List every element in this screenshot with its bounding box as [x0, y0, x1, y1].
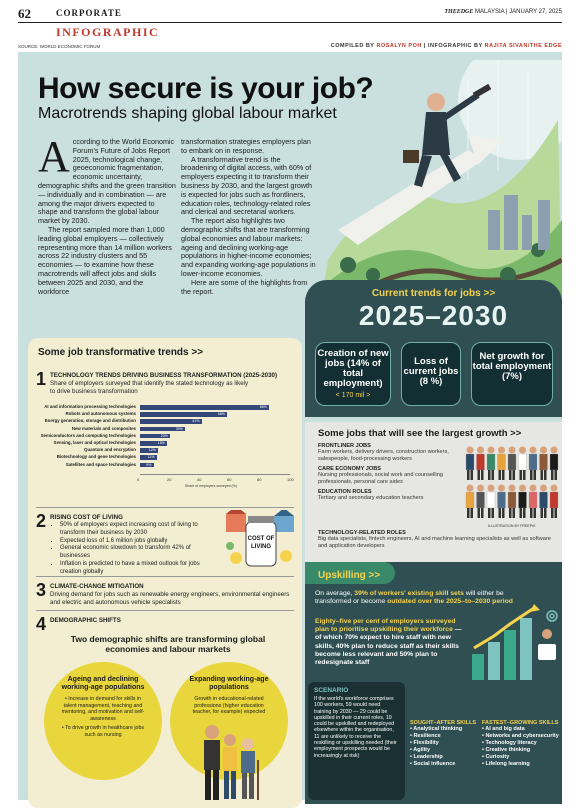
trend-3-number: 3 [36, 580, 47, 600]
chart-category-label: Biotechnology and gene technologies [56, 454, 136, 460]
net-growth-box [471, 342, 553, 406]
upskilling-heading: Upskilling >> [318, 570, 381, 581]
page-title: How secure is your job? [38, 72, 374, 105]
trend-3-desc: Driving demand for jobs such as renewable energy engineers, environmental engineers and electric and autonomous vehicle specialists [50, 591, 290, 606]
page-number: 62 [18, 6, 31, 21]
job-loss-text: Loss of current jobs (8 %) [403, 356, 459, 387]
sought-after-skills [410, 720, 480, 768]
growth-item-desc: Nursing professionals, social work and counselling professionals, personal care aides [318, 472, 443, 485]
list-item: • Expected loss of 1.6 million jobs globally [60, 538, 200, 546]
chart-bar: 12% [140, 448, 158, 453]
intro-p1: ccording to the World Economic Forum's Future of Jobs Report 2025, technological change, geoeconomic fragmentation, economic uncertainty, demographic shifts and the green transition — individually and in combination — are among the major drivers expected to shape and transform the global labour market by 2030. [38, 137, 176, 226]
cost-of-living-jar-illustration [222, 510, 298, 572]
list-item: • AI and big data [482, 726, 525, 732]
chart-category-label: AI and information processing technologies [44, 404, 136, 409]
chart-category-label: Quantum and encryption [84, 447, 136, 453]
fastest-skills-title: FASTEST–GROWING SKILLS [482, 720, 559, 726]
list-item: • Networks and cybersecurity [482, 733, 559, 739]
chart-x-axis [140, 474, 290, 475]
chart-category-label: Satellites and space technologies [65, 461, 136, 467]
growth-item-desc: Big data specialists, fintech engineers, AI and machine learning specialists as well as software and application developers [318, 536, 551, 549]
trend-3-title: CLIMATE-CHANGE MITIGATION [50, 583, 144, 590]
list-item: • Flexibility [410, 740, 439, 746]
list-item: • Social influence [410, 761, 456, 767]
intro-column-2 [181, 138, 316, 296]
chart-bar: 41% [140, 419, 202, 424]
list-item [318, 489, 458, 502]
chart-bar: 9% [140, 463, 154, 468]
current-trends-years: 2025–2030 [358, 300, 509, 331]
list-item [318, 530, 554, 549]
compiled-name: ROSALYN POH [376, 43, 422, 49]
divider [36, 610, 294, 611]
scenario-title: SCENARIO [314, 687, 349, 694]
chart-x-tick: 80 [257, 476, 262, 482]
trends-heading: Some job transformative trends >> [38, 347, 204, 358]
list-item: • Curiosity [482, 754, 510, 760]
list-item: • Analytical thinking [410, 726, 463, 732]
trend-2-number: 2 [36, 511, 47, 531]
current-trends-panel [305, 280, 562, 417]
stat-highlight: Eighty–five per cent of employers surveyed plan to prioritise upskilling their workforce [315, 618, 456, 634]
list-item: Increase in demand for skills in talent management, teaching and mentoring, and motivation and self-awareness [61, 696, 145, 722]
header-rule [18, 22, 562, 23]
list-item: • Creative thinking [482, 747, 531, 753]
job-growth-list [318, 443, 458, 506]
infographic-name: RAJITA SIVAN/THE EDGE [484, 43, 562, 49]
expanding-title: Expanding working-age populations [189, 676, 269, 691]
list-item: • Inflation is predicted to have a mixed outlook for jobs creation globally [60, 561, 200, 577]
drop-cap: A [38, 132, 70, 181]
trend-1-title: TECHNOLOGY TRENDS DRIVING BUSINESS TRANSFORMATION (2025-2030) [50, 372, 278, 379]
growth-illustration-credit: ILLUSTRATION BY FREEPIK [488, 524, 536, 528]
list-item: • General economic slowdown to transform 42% of businesses [60, 545, 200, 561]
workers-illustration [460, 442, 560, 522]
new-jobs-text: Creation of new jobs (14% of total employment) [317, 348, 389, 389]
trend-2-title: RISING COST OF LIVING [50, 514, 123, 521]
chart-x-tick: 60 [227, 476, 232, 482]
infographic-by-label: | INFOGRAPHIC BY [423, 43, 483, 49]
expanding-desc: Growth in educational-related professions (higher education teacher, for example) expected [192, 696, 266, 716]
chart-category-label: Energy generation, storage and distribution [44, 418, 136, 424]
demographic-heading: Two demographic shifts are transforming global economies and labour markets [70, 634, 266, 654]
compiled-credits [331, 43, 562, 49]
list-item: • 50% of employers expect increasing cost of living to transform their business by 2030 [60, 522, 200, 538]
trend-4-number: 4 [36, 614, 47, 634]
list-item: • Agility [410, 747, 431, 753]
chart-category-label: Semiconductors and computing technologies [40, 432, 136, 438]
fastest-growing-skills [482, 720, 560, 768]
growth-item-desc: Farm workers, delivery drivers, construction workers, salespeople, food-processing workers [318, 449, 449, 462]
page-subtitle: Macrotrends shaping global labour market [38, 105, 337, 122]
sought-skills-list [410, 726, 480, 768]
ageing-title: Ageing and declining working-age populations [61, 676, 145, 691]
growth-item-title: CARE ECONOMY JOBS [318, 466, 381, 473]
chart-x-tick: 0 [137, 476, 140, 482]
growth-item-title: FRONTLINER JOBS [318, 443, 371, 449]
stat-text: On average, [315, 590, 353, 597]
chart-bar: 86% [140, 405, 269, 410]
intro-p3: transformation strategies employers plan to embark on in response. [181, 137, 311, 155]
compiled-by-label: COMPILED BY [330, 43, 375, 49]
technology-trends-chart [30, 405, 300, 505]
publication-brand: THEEDGE [444, 9, 474, 15]
new-jobs-box [315, 342, 391, 406]
chart-x-label: Share of employers surveyed (%) [185, 483, 237, 488]
divider [36, 507, 294, 508]
chart-bar: 58% [140, 412, 227, 417]
ageing-items: • Increase in demand for skills in talent management, teaching and mentoring, and motivation and self-awareness • To drive growth in healthcare jobs such as nursing [61, 696, 145, 738]
intro-p4: A transformative trend is the broadening of digital access, with 60% of employers expecting it to transform their business by 2030, and the largest growth is expected for jobs such as frontliners, education roles, technology-related roles and clerical and secretarial workers. [181, 154, 313, 217]
section-label: CORPORATE [56, 8, 122, 18]
people-illustration [196, 720, 262, 806]
ageing-circle [44, 662, 162, 780]
list-item: To drive growth in healthcare jobs such as nursing [65, 725, 145, 738]
list-item: • Lifelong learning [482, 761, 530, 767]
sought-skills-title: SOUGHT–AFTER SKILLS [410, 720, 477, 726]
infographic-label: INFOGRAPHIC [56, 25, 160, 39]
growth-item-title: EDUCATION ROLES [318, 489, 372, 496]
upskill-illustration [468, 604, 560, 684]
jar-label-line2: LIVING [250, 544, 272, 550]
chart-x-tick: 100 [287, 476, 294, 482]
trend-4-title: DEMOGRAPHIC SHIFTS [50, 617, 121, 624]
stat-text: will either be transformed or become [315, 590, 504, 606]
trend-1-number: 1 [36, 369, 47, 389]
intro-p5: The report also highlights two demographic shifts that are transforming global economies and labour markets: ageing and declining working-age populations in higher-income economies; and expanding working-age populations in lower-income economies. [181, 216, 316, 278]
upskilling-stat-2 [315, 618, 465, 667]
chart-category-label: Robots and autonomous systems [65, 411, 136, 417]
growth-item-title: TECHNOLOGY-RELATED ROLES [318, 530, 406, 536]
list-item [318, 443, 458, 462]
net-growth-text: Net growth for total employment (7%) [472, 351, 552, 382]
chart-category-label: New materials and composites [71, 425, 136, 431]
list-item: • Technology literacy [482, 740, 537, 746]
intro-p2: The report sampled more than 1,000 leading global employers — collectively representing more than 14 million workers across 22 industry clusters and 55 economies — to examine how these macrotrends will affect jobs and skills between 2025 and 2030, and the workforce [38, 224, 172, 296]
job-growth-heading: Some jobs that will see the largest growth >> [318, 428, 522, 439]
chart-x-tick: 20 [167, 476, 172, 482]
stat-text: — of which 70% expect to hire staff with new skills, 40% plan to reduce staff as their skills become less relevant and 50% plan to redesignate staff [315, 626, 462, 667]
divider [36, 576, 294, 577]
jar-label-line1: COST OF [247, 536, 275, 542]
source-credit: SOURCE: WORLD ECONOMIC FORUM [18, 44, 101, 49]
stat-highlight: outdated over the 2025–to–2030 period [387, 598, 513, 606]
list-item: • Resilience [410, 733, 441, 739]
publication-date: MALAYSIA | JANUARY 27, 2025 [475, 9, 562, 15]
intro-column-1 [38, 132, 176, 296]
list-item: • Leadership [410, 754, 443, 760]
scenario-box [308, 682, 405, 800]
chart-bar: 11% [140, 455, 157, 460]
new-jobs-count: < 170 mil > [335, 392, 371, 399]
stat-highlight: 39% of workers' existing skill sets [354, 590, 464, 597]
chart-bar: 18% [140, 441, 167, 446]
publication [444, 9, 562, 15]
chart-category-label: Sensing, laser and optical technologies [53, 440, 136, 445]
growth-item-desc: Tertiary and secondary education teachers [318, 495, 424, 502]
list-item [318, 466, 458, 485]
job-loss-box [401, 342, 461, 406]
intro-p6: Here are some of the highlights from the report. [181, 277, 308, 296]
scenario-text: If the world's workforce comprises 100 workers, 59 would need training by 2030 — 29 could be upskilled in their current roles, 19 could be upskilled and redeployed elsewhere within the organisation, 11 are unlikely to receive the reskilling or upskilling needed (their employment prospects would be increasingly at risk) [314, 696, 397, 759]
chart-bar: 30% [140, 427, 185, 432]
chart-x-tick: 40 [197, 476, 202, 482]
fastest-skills-list [482, 726, 560, 768]
cost-of-living-list [50, 522, 200, 577]
trend-1-desc: Share of employers surveyed that identify the stated technology as likely to drive business transformation [50, 380, 249, 395]
current-trends-heading: Current trends for jobs >> [371, 288, 496, 299]
chart-bar: 20% [140, 434, 170, 439]
